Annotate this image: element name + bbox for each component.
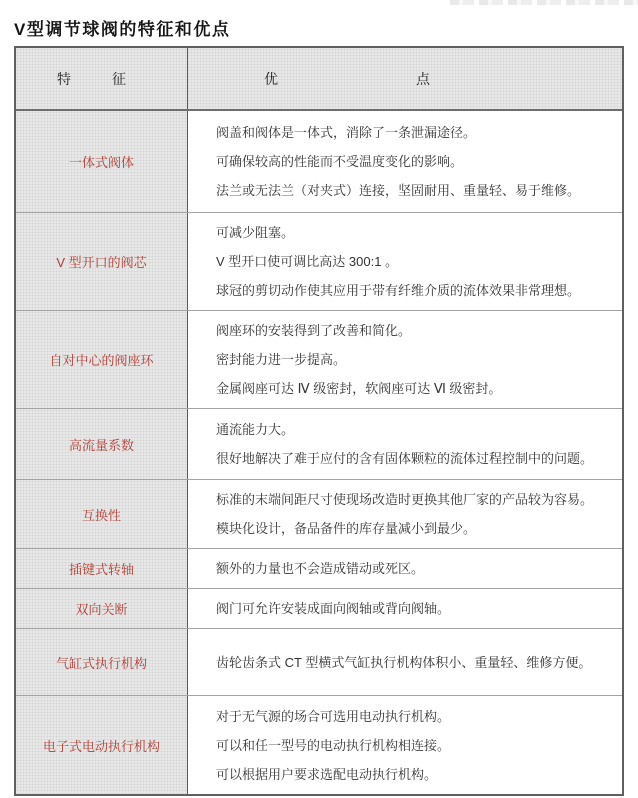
feature-label: 气缸式执行机构 [16, 629, 188, 695]
feature-label: 互换性 [16, 480, 188, 548]
table-row [16, 628, 622, 695]
table-row [16, 212, 622, 310]
header-cell-advantage [188, 48, 622, 109]
advantage-line: 额外的力量也不会造成错动或死区。 [216, 561, 425, 576]
advantage-line: 球冠的剪切动作使其应用于带有纤维介质的流体效果非常理想。 [216, 283, 581, 298]
advantage-line: 对于无气源的场合可选用电动执行机构。 [216, 708, 451, 724]
cut-off-print-artifact [450, 0, 638, 5]
table-row [16, 479, 622, 548]
feature-label: 高流量系数 [16, 409, 188, 479]
advantage-line: 阀盖和阀体是一体式，消除了一条泄漏途径。 [216, 125, 477, 140]
advantage-cell [188, 311, 622, 408]
advantage-line: 模块化设计，备品备件的库存量减小到最少。 [216, 521, 477, 536]
feature-label: 一体式阀体 [16, 111, 188, 212]
table-body [16, 111, 622, 794]
advantage-cell [188, 111, 622, 212]
header-feature-label: 特征 [57, 70, 167, 87]
advantage-line: V 型开口使可调比高达 300:1 。 [216, 254, 399, 269]
advantage-line: 标准的末端间距尺寸使现场改造时更换其他厂家的产品较为容易。 [216, 492, 594, 507]
table-row [16, 310, 622, 408]
advantage-line: 阀座环的安装得到了改善和简化。 [216, 323, 412, 338]
header-cell-feature [16, 48, 188, 109]
table-row [16, 588, 622, 628]
table-row [16, 548, 622, 588]
feature-label: 插键式转轴 [16, 549, 188, 588]
table-row [16, 695, 622, 794]
advantage-line: 阀门可允许安装成面向阀轴或背向阀轴。 [216, 601, 451, 616]
table-row [16, 408, 622, 479]
feature-label: 双向关断 [16, 589, 188, 628]
table-header-row [16, 48, 622, 111]
advantage-line: 可确保较高的性能而不受温度变化的影响。 [216, 154, 464, 169]
advantage-line: 可减少阻塞。 [216, 225, 295, 240]
advantage-line: 可以根据用户要求选配电动执行机构。 [216, 766, 438, 782]
advantage-cell [188, 629, 622, 695]
header-advantage-label: 优点 [264, 70, 568, 87]
advantage-cell [188, 549, 622, 588]
feature-label: 自对中心的阀座环 [16, 311, 188, 408]
features-advantages-table [14, 46, 624, 796]
advantage-line: 法兰或无法兰（对夹式）连接，坚固耐用、重量轻、易于维修。 [216, 183, 581, 198]
advantage-cell [188, 589, 622, 628]
advantage-line: 很好地解决了难于应付的含有固体颗粒的流体过程控制中的问题。 [216, 451, 594, 466]
page-title: V型调节球阀的特征和优点 [14, 20, 231, 39]
advantage-cell [188, 213, 622, 310]
feature-label: 电子式电动执行机构 [16, 696, 188, 794]
advantage-cell [188, 480, 622, 548]
advantage-line: 通流能力大。 [216, 422, 295, 437]
advantage-line: 金属阀座可达 Ⅳ 级密封，软阀座可达 Ⅵ 级密封。 [216, 381, 502, 396]
advantage-cell [188, 696, 622, 794]
advantage-line: 密封能力进一步提高。 [216, 352, 347, 367]
advantage-line: 可以和任一型号的电动执行机构相连接。 [216, 737, 451, 753]
advantage-cell [188, 409, 622, 479]
table-row [16, 111, 622, 212]
feature-label: V 型开口的阀芯 [16, 213, 188, 310]
advantage-line: 齿轮齿条式 CT 型横式气缸执行机构体积小、重量轻、维修方便。 [216, 654, 592, 670]
